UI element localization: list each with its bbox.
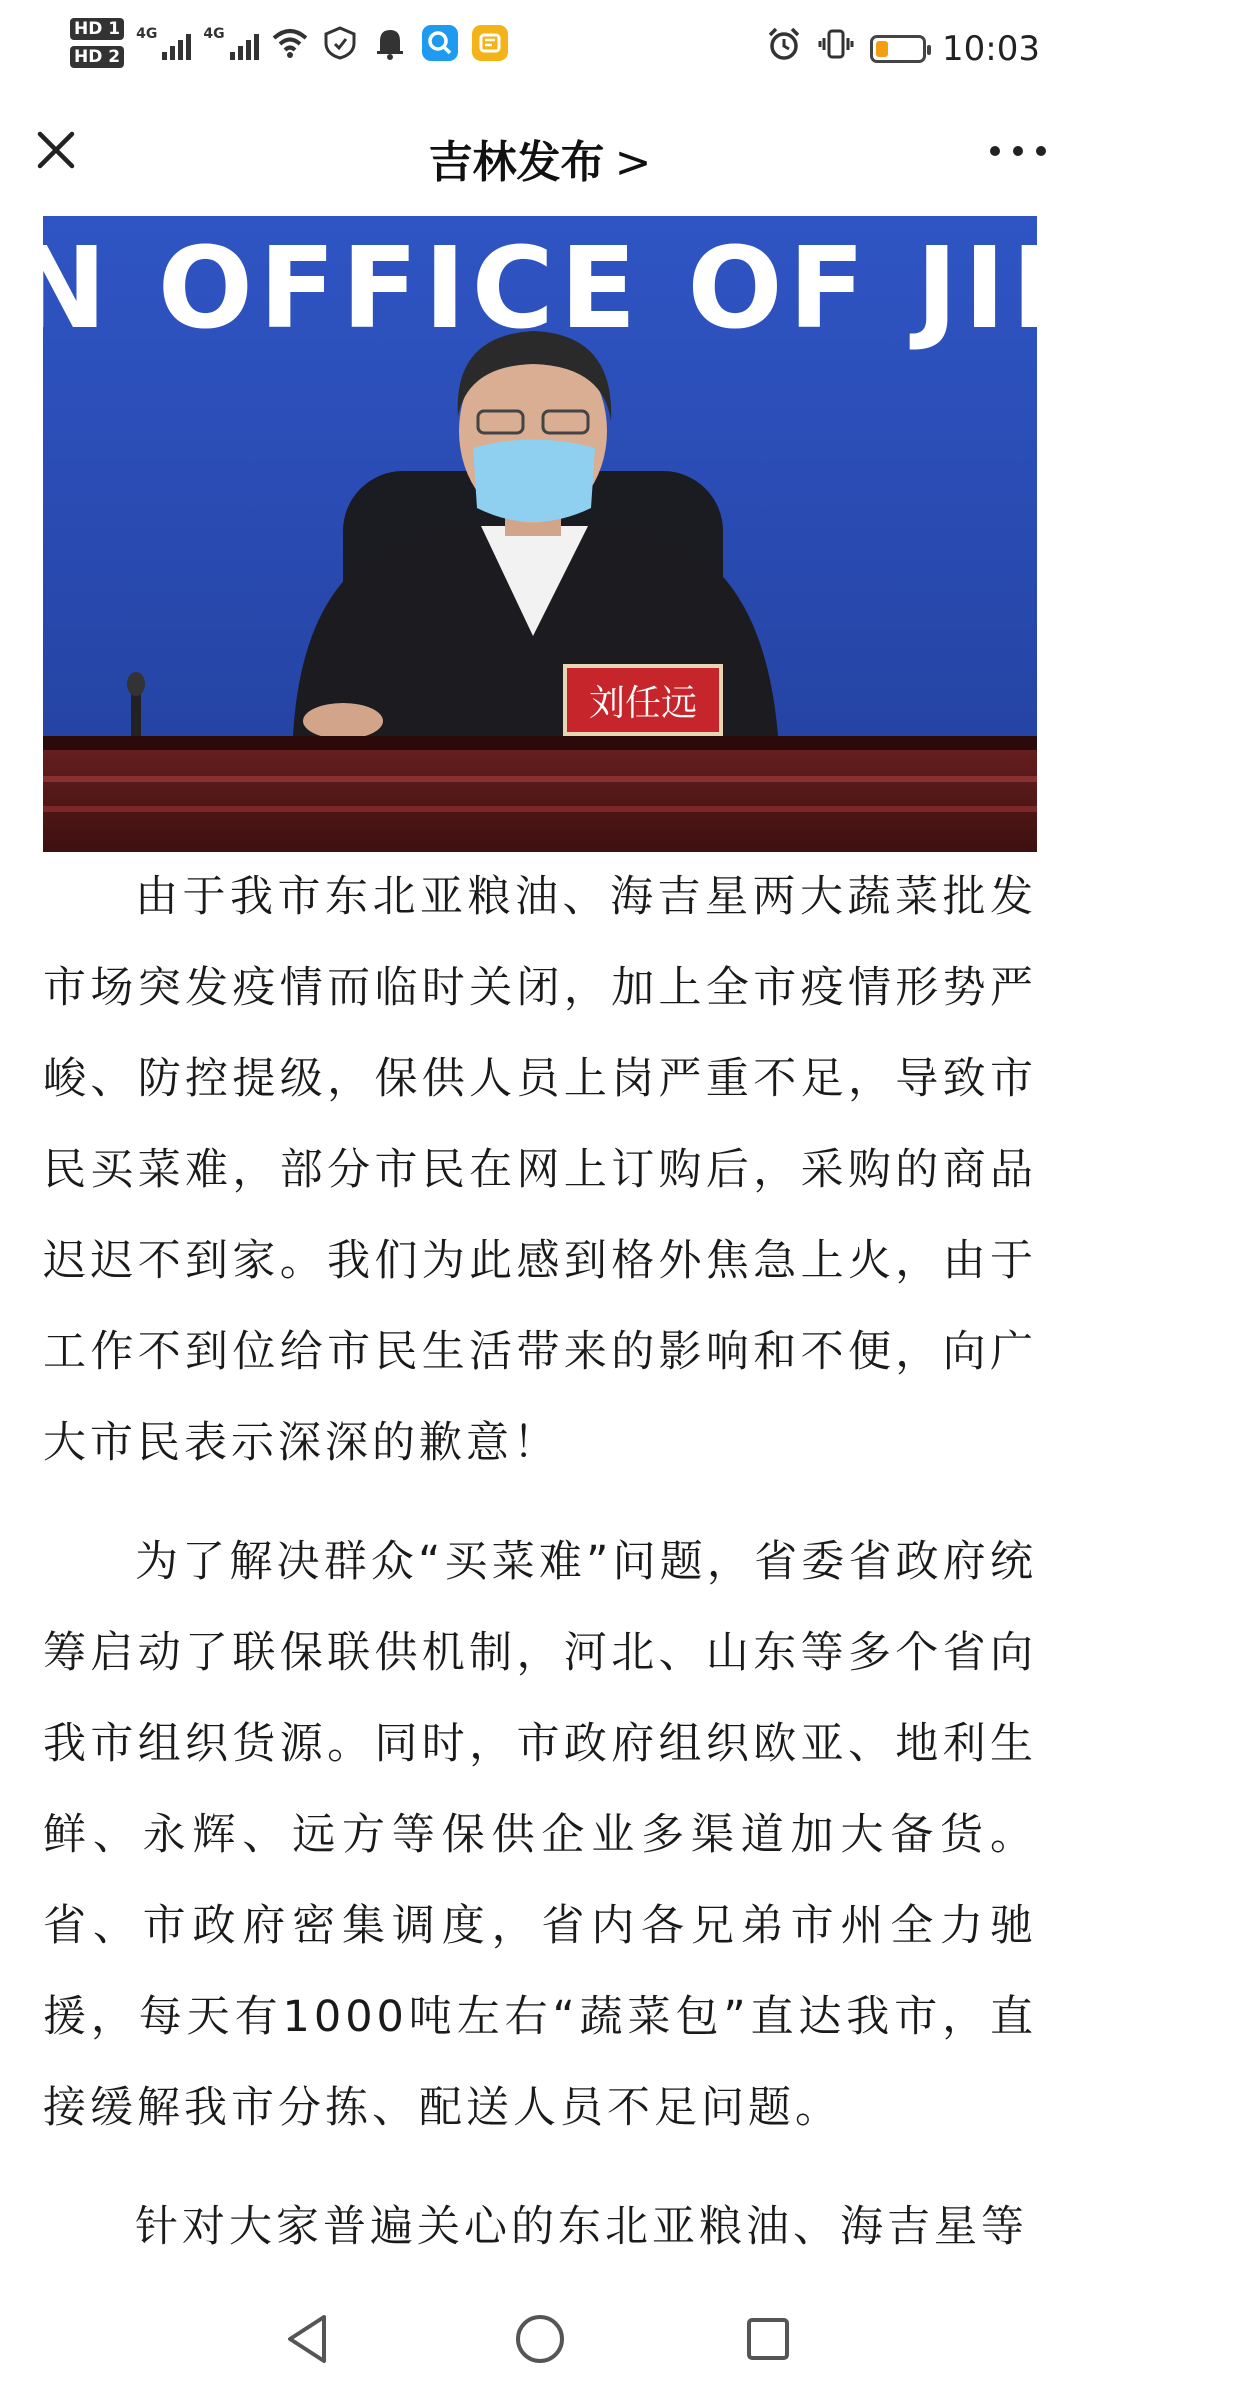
network-type-2: 4G xyxy=(203,26,225,42)
more-icon xyxy=(990,146,1000,156)
signal-1-icon xyxy=(136,26,191,60)
more-button[interactable] xyxy=(990,136,1046,166)
vibrate-icon xyxy=(818,26,854,71)
article-photo xyxy=(13,216,1236,852)
home-button[interactable] xyxy=(507,2306,573,2372)
hd2-badge: HD 2 xyxy=(70,46,124,68)
home-icon xyxy=(512,2311,568,2367)
alarm-icon xyxy=(766,26,802,71)
search-app-icon xyxy=(421,24,459,62)
status-bar xyxy=(0,0,1080,96)
notification-icon xyxy=(371,24,409,62)
navigation-bar xyxy=(0,2280,1080,2400)
account-name: 吉林发布 xyxy=(428,137,605,188)
banner-text: N OFFICE OF JILIN xyxy=(13,224,1236,354)
article-body xyxy=(43,852,1037,2273)
back-button[interactable] xyxy=(274,2306,340,2372)
chevron-right-icon: > xyxy=(614,137,652,188)
hd-indicators xyxy=(70,18,124,68)
back-icon xyxy=(282,2311,332,2367)
battery-icon xyxy=(870,35,926,63)
nameplate: 刘任远 xyxy=(563,664,723,736)
signal-2-icon xyxy=(203,26,258,60)
title-bar xyxy=(0,96,1080,214)
battery-level xyxy=(876,41,888,57)
hd1-badge: HD 1 xyxy=(70,18,124,40)
paragraph-1: 由于我市东北亚粮油、海吉星两大蔬菜批发市场突发疫情而临时关闭，加上全市疫情形势严峻、防控提级，保供人员上岗严重不足，导致市民买菜难，部分市民在网上订购后，采购的商品迟迟不到家。我们为此感到格外焦急上火，由于工作不到位给市民生活带来的影响和不便，向广大市民表示深深的歉意！ xyxy=(43,872,1037,1468)
recents-icon xyxy=(743,2314,793,2364)
network-type-1: 4G xyxy=(136,26,158,42)
account-title[interactable] xyxy=(0,126,1080,190)
paragraph-3: 针对大家普遍关心的东北亚粮油、海吉星等 xyxy=(135,2202,1028,2252)
paragraph-2: 为了解决群众“买菜难”问题，省委省政府统筹启动了联保联供机制，河北、山东等多个省向我市组织货源。同时，市政府组织欧亚、地利生鲜、永辉、远方等保供企业多渠道加大备货。省、市政府密集调度，省内各兄弟市州全力驰援，每天有1000吨左右“蔬菜包”直达我市，直接缓解我市分拣、配送人员不足问题。 xyxy=(43,1537,1037,2133)
clock: 10:03 xyxy=(942,28,1040,69)
wifi-icon xyxy=(271,24,309,62)
note-app-icon xyxy=(471,24,509,62)
shield-icon xyxy=(321,24,359,62)
recents-button[interactable] xyxy=(735,2306,801,2372)
